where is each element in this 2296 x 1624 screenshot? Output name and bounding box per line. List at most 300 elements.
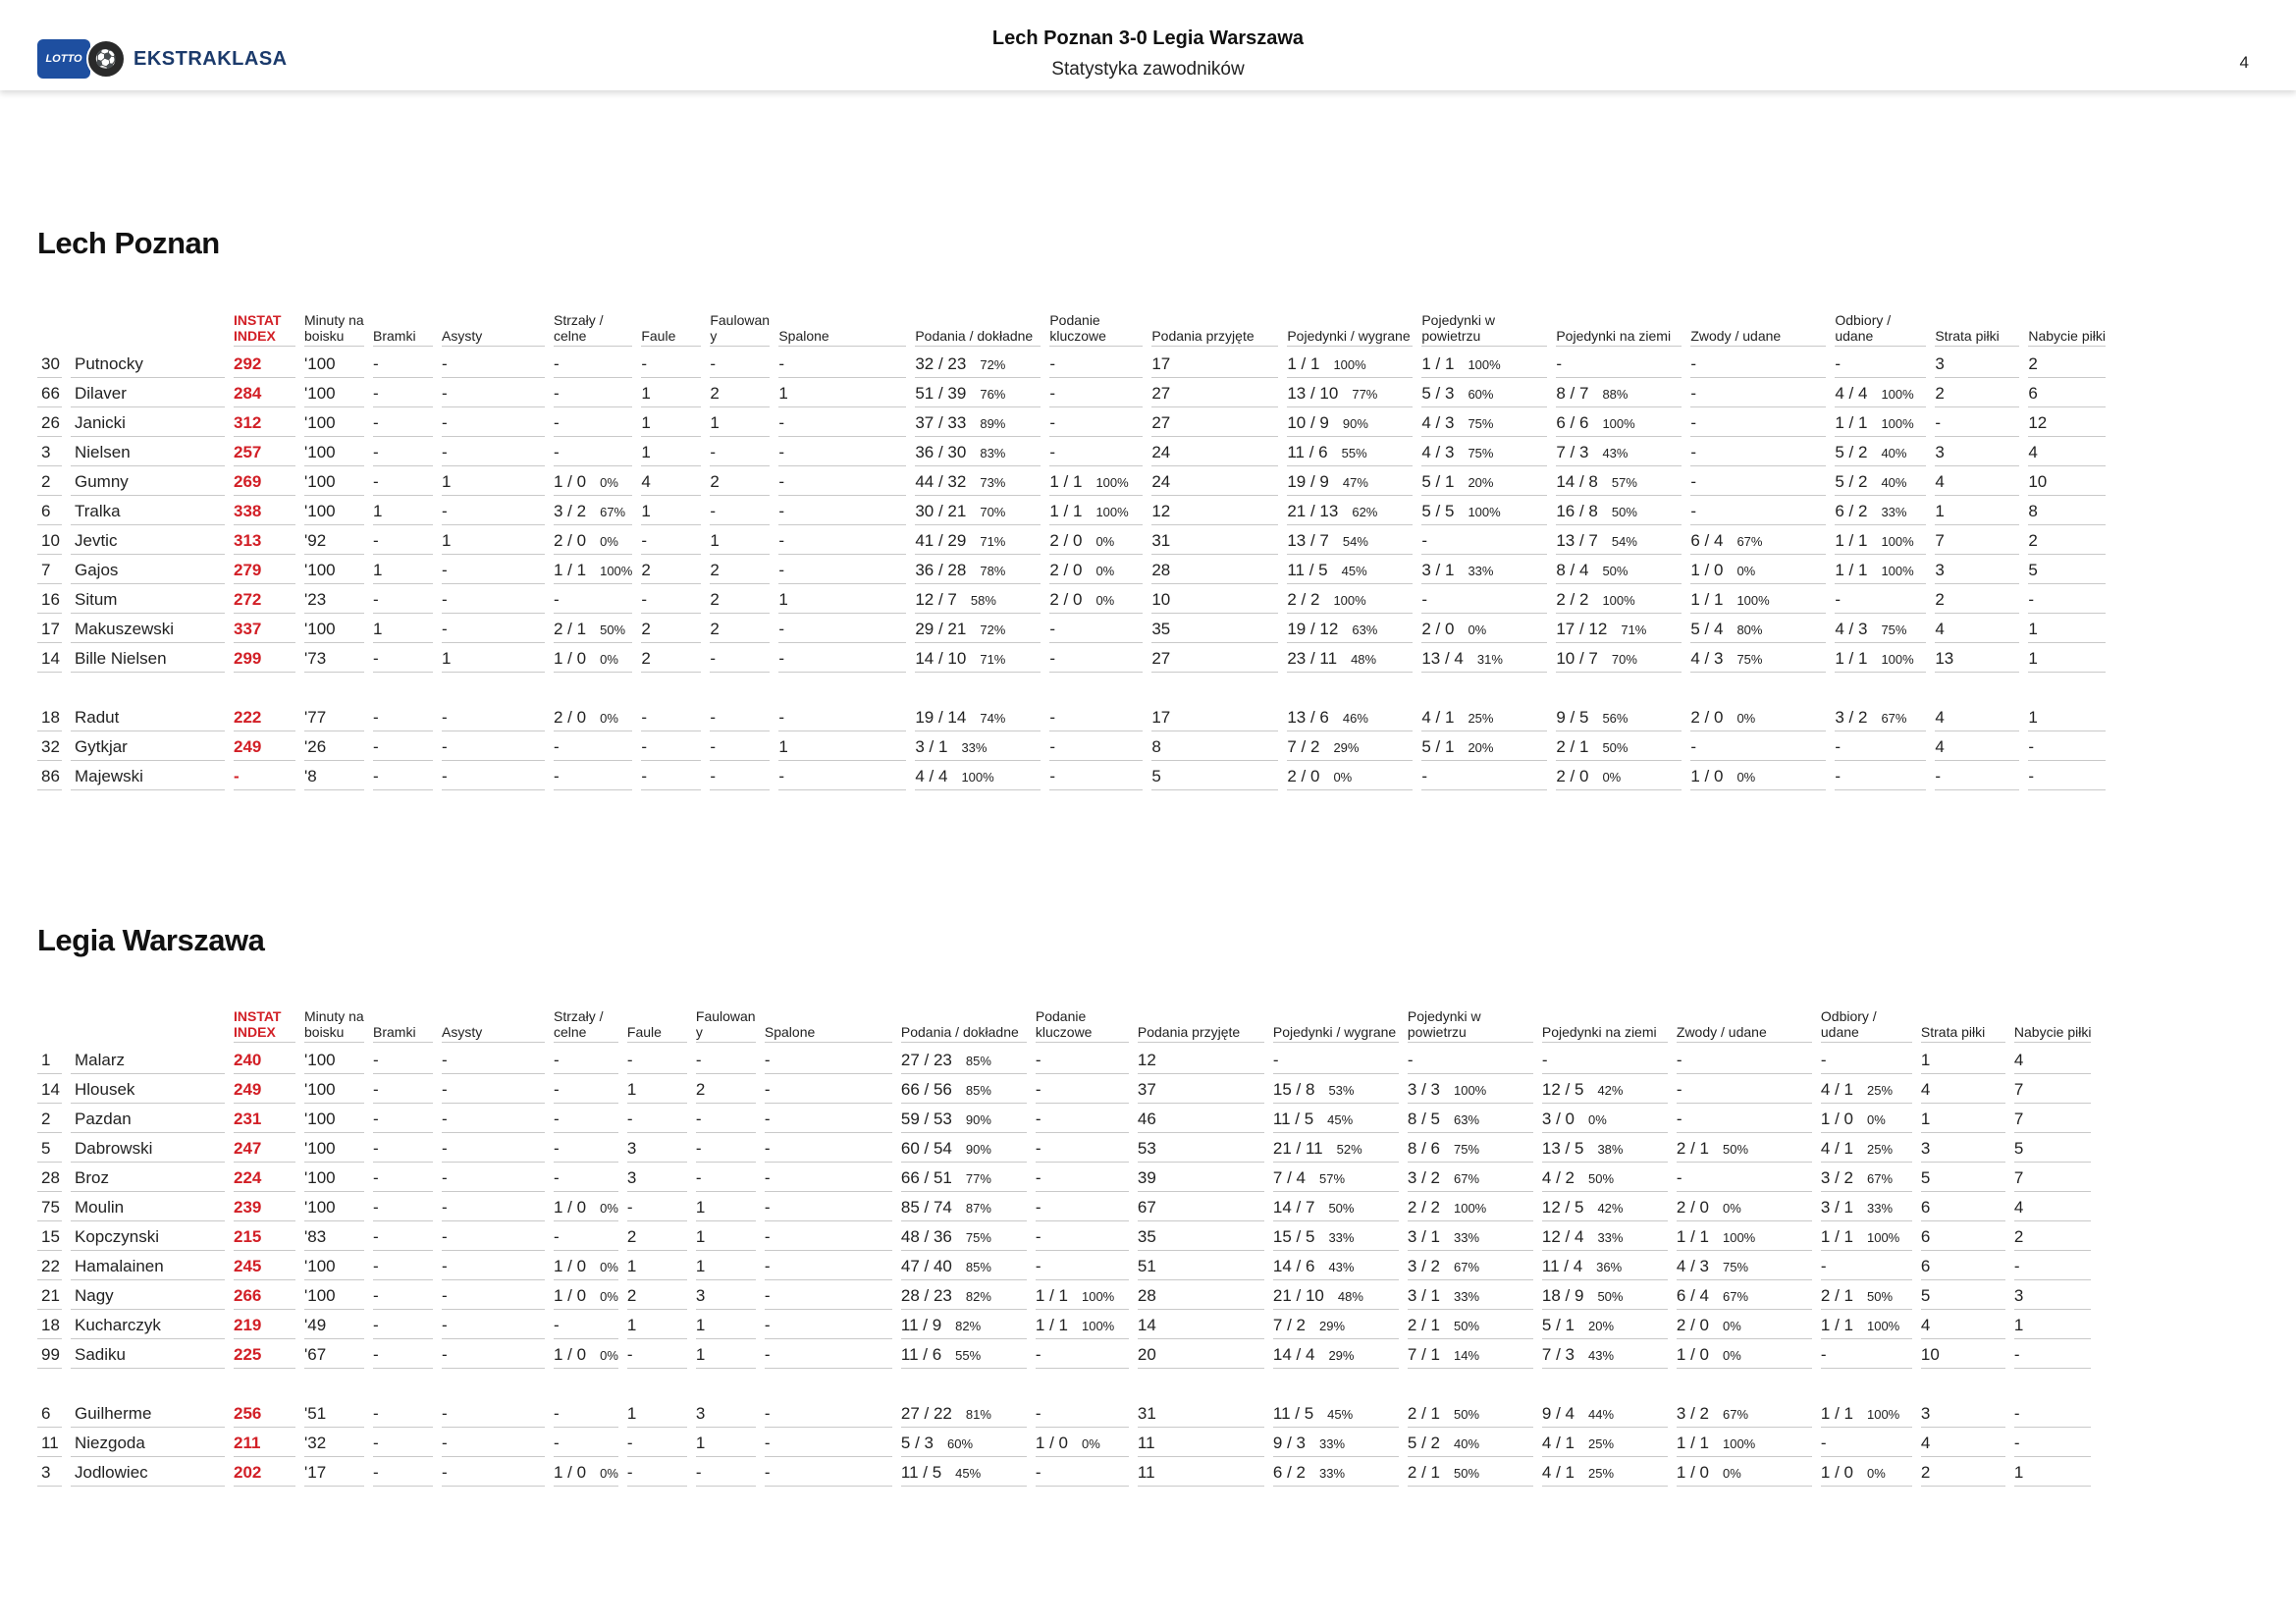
offsides-cell: - xyxy=(765,1163,901,1192)
passes-cell xyxy=(901,1339,1036,1369)
stat-value: 1 / 1 xyxy=(1820,1404,1853,1423)
stat-value: 12 / 5 xyxy=(1541,1198,1584,1217)
player-row xyxy=(37,1133,2100,1163)
stat-value: 2 / 0 xyxy=(1287,767,1320,785)
fouled-cell: 2 xyxy=(710,584,778,614)
passes-cell xyxy=(901,1104,1036,1133)
air-duels-cell xyxy=(1408,1457,1542,1487)
stat-value: 3 / 1 xyxy=(1421,561,1455,579)
stat-value: 10 / 9 xyxy=(1287,413,1329,432)
player-name-cell: Nielsen xyxy=(71,437,234,466)
tackles-cell xyxy=(1835,437,1935,466)
stat-value: 14 / 6 xyxy=(1272,1257,1315,1275)
stat-value: 12 / 4 xyxy=(1541,1227,1584,1246)
duels-cell xyxy=(1273,1280,1408,1310)
dribbles-cell xyxy=(1677,1339,1821,1369)
recovered-cell: - xyxy=(2014,1251,2101,1280)
fouls-cell: - xyxy=(627,1045,696,1074)
key-passes-cell xyxy=(1036,1163,1138,1192)
duels-cell xyxy=(1287,702,1421,731)
recovered-cell: 6 xyxy=(2028,378,2114,407)
goals-cell: - xyxy=(373,643,442,673)
duels-cell xyxy=(1273,1251,1408,1280)
stat-value: - xyxy=(1676,1051,1682,1069)
recovered-cell: 10 xyxy=(2028,466,2114,496)
passes-cell xyxy=(901,1045,1036,1074)
stat-percent: 71% xyxy=(980,652,1006,667)
stat-percent: 0% xyxy=(600,1289,618,1304)
stat-value: 66 / 56 xyxy=(900,1080,952,1099)
recovered-cell: 7 xyxy=(2014,1074,2101,1104)
recovered-cell: 1 xyxy=(2028,643,2114,673)
recovered-cell: - xyxy=(2014,1339,2101,1369)
stat-value: 1 / 1 xyxy=(1835,649,1868,668)
duels-cell xyxy=(1273,1310,1408,1339)
passes-cell xyxy=(915,731,1049,761)
instat-index-cell: 299 xyxy=(234,643,304,673)
stat-value: 2 / 0 xyxy=(1676,1316,1709,1334)
passes-cell xyxy=(915,466,1049,496)
air-duels-cell xyxy=(1421,761,1556,790)
assists-cell: - xyxy=(442,496,554,525)
shirt-number-cell: 7 xyxy=(37,555,71,584)
assists-cell: - xyxy=(442,1280,554,1310)
air-duels-cell xyxy=(1421,584,1556,614)
stat-value: - xyxy=(554,1316,560,1334)
stat-percent: 50% xyxy=(1611,505,1637,519)
air-duels-cell xyxy=(1421,525,1556,555)
dribbles-cell xyxy=(1677,1074,1821,1104)
stat-value: - xyxy=(1690,737,1697,756)
tackles-cell xyxy=(1821,1221,1921,1251)
offsides-cell: - xyxy=(778,702,915,731)
stat-value: 1 / 0 xyxy=(1820,1110,1853,1128)
stat-value: - xyxy=(1272,1051,1279,1069)
air-duels-cell xyxy=(1408,1251,1542,1280)
instat-index-cell: 256 xyxy=(234,1398,304,1428)
stat-value: 28 / 23 xyxy=(900,1286,952,1305)
stat-value: 2 / 0 xyxy=(1049,531,1083,550)
team-title-away: Legia Warszawa xyxy=(37,923,265,957)
player-row xyxy=(37,496,2114,525)
dribbles-cell xyxy=(1690,702,1835,731)
shots-cell xyxy=(554,1074,627,1104)
stat-percent: 0% xyxy=(600,475,618,490)
stat-percent: 100% xyxy=(1453,1201,1487,1216)
minutes-cell: '100 xyxy=(304,378,373,407)
assists-cell: - xyxy=(442,614,554,643)
assists-cell: - xyxy=(442,1104,554,1133)
fouled-cell: 1 xyxy=(696,1251,765,1280)
stat-value: 37 / 33 xyxy=(915,413,967,432)
stat-percent: 50% xyxy=(600,623,626,637)
stat-percent: 0% xyxy=(1736,770,1756,785)
stat-value: 13 / 7 xyxy=(1287,531,1329,550)
stat-value: 2 / 0 xyxy=(1049,590,1083,609)
duels-cell xyxy=(1287,349,1421,378)
key-passes-cell xyxy=(1049,614,1151,643)
duels-cell xyxy=(1273,1045,1408,1074)
fouled-cell: 3 xyxy=(696,1398,765,1428)
stat-percent: 63% xyxy=(1352,623,1378,637)
assists-cell: - xyxy=(442,555,554,584)
air-duels-cell xyxy=(1421,643,1556,673)
player-name-cell: Hlousek xyxy=(71,1074,234,1104)
column-header: Pojedynki na ziemi xyxy=(1556,312,1690,349)
stat-percent: 90% xyxy=(1342,416,1368,431)
received-cell: 5 xyxy=(1151,761,1287,790)
ground-duels-cell xyxy=(1556,378,1690,407)
column-header: Nabycie piłki xyxy=(2014,1008,2101,1045)
stat-value: - xyxy=(1049,620,1056,638)
dribbles-cell xyxy=(1677,1428,1821,1457)
player-name-cell: Guilherme xyxy=(71,1398,234,1428)
air-duels-cell xyxy=(1421,378,1556,407)
stat-value: 11 / 5 xyxy=(1272,1110,1314,1128)
stat-value: 4 / 3 xyxy=(1421,413,1455,432)
lost-cell: 2 xyxy=(1921,1457,2014,1487)
stat-percent: 0% xyxy=(1468,623,1487,637)
instat-index-cell: 292 xyxy=(234,349,304,378)
instat-index-cell: 231 xyxy=(234,1104,304,1133)
shirt-number-cell: 14 xyxy=(37,1074,71,1104)
stat-percent: 0% xyxy=(1095,564,1115,578)
stat-percent: 100% xyxy=(1722,1230,1756,1245)
stat-value: 2 / 1 xyxy=(1820,1286,1853,1305)
dribbles-cell xyxy=(1690,731,1835,761)
stat-value: 13 / 4 xyxy=(1421,649,1464,668)
stat-value: 14 / 10 xyxy=(915,649,967,668)
assists-cell: - xyxy=(442,702,554,731)
key-passes-cell xyxy=(1036,1104,1138,1133)
stat-value: 15 / 5 xyxy=(1272,1227,1315,1246)
stat-value: 85 / 74 xyxy=(900,1198,952,1217)
stat-value: 8 / 5 xyxy=(1407,1110,1440,1128)
goals-cell: - xyxy=(373,1457,442,1487)
stat-percent: 0% xyxy=(1722,1201,1741,1216)
key-passes-cell xyxy=(1049,496,1151,525)
stat-value: 8 / 6 xyxy=(1407,1139,1440,1158)
stat-percent: 0% xyxy=(1866,1466,1886,1481)
stat-value: 13 / 7 xyxy=(1556,531,1598,550)
team-title-home: Lech Poznan xyxy=(37,226,220,260)
stat-value: 23 / 11 xyxy=(1287,649,1338,668)
assists-cell: - xyxy=(442,1310,554,1339)
fouls-cell: 1 xyxy=(627,1074,696,1104)
tackles-cell xyxy=(1821,1280,1921,1310)
stat-percent: 71% xyxy=(1621,623,1647,637)
stat-value: 4 / 1 xyxy=(1541,1463,1575,1482)
recovered-cell: 4 xyxy=(2014,1192,2101,1221)
dribbles-cell xyxy=(1690,466,1835,496)
ball-icon: ⚽ xyxy=(86,39,126,79)
received-cell: 24 xyxy=(1151,437,1287,466)
stat-percent: 33% xyxy=(1328,1230,1355,1245)
stat-percent: 100% xyxy=(1881,652,1914,667)
stat-value: - xyxy=(554,1168,560,1187)
stat-percent: 75% xyxy=(965,1230,991,1245)
player-name-cell: Dabrowski xyxy=(71,1133,234,1163)
fouled-cell: 1 xyxy=(696,1310,765,1339)
column-header: Strzały / celne xyxy=(554,312,641,349)
offsides-cell: - xyxy=(765,1310,901,1339)
dribbles-cell xyxy=(1677,1251,1821,1280)
fouled-cell: 1 xyxy=(696,1339,765,1369)
fouled-cell: 1 xyxy=(696,1221,765,1251)
fouls-cell: 3 xyxy=(627,1133,696,1163)
player-row xyxy=(37,407,2114,437)
number-header xyxy=(37,312,71,349)
received-cell: 28 xyxy=(1151,555,1287,584)
shots-cell xyxy=(554,349,641,378)
player-row xyxy=(37,1310,2100,1339)
passes-cell xyxy=(901,1163,1036,1192)
lost-cell: 2 xyxy=(1935,584,2028,614)
column-header: Pojedynki w powietrzu xyxy=(1408,1008,1542,1045)
duels-cell xyxy=(1287,614,1421,643)
fouls-cell: - xyxy=(641,349,710,378)
stat-percent: 20% xyxy=(1468,740,1494,755)
stat-percent: 67% xyxy=(600,505,626,519)
stat-value: - xyxy=(1690,413,1697,432)
stat-value: 8 / 7 xyxy=(1556,384,1589,403)
stat-percent: 47% xyxy=(1342,475,1368,490)
stat-value: 19 / 12 xyxy=(1287,620,1339,638)
shirt-number-cell: 2 xyxy=(37,1104,71,1133)
stat-percent: 82% xyxy=(965,1289,991,1304)
stat-value: - xyxy=(1690,443,1697,461)
player-name-cell: Jodlowiec xyxy=(71,1457,234,1487)
shots-cell xyxy=(554,378,641,407)
tackles-cell xyxy=(1821,1104,1921,1133)
dribbles-cell xyxy=(1677,1104,1821,1133)
stat-value: 1 / 1 xyxy=(1690,590,1724,609)
stat-value: - xyxy=(1835,354,1842,373)
stat-value: 6 / 2 xyxy=(1835,502,1868,520)
minutes-cell: '100 xyxy=(304,555,373,584)
key-passes-cell xyxy=(1049,761,1151,790)
dribbles-cell xyxy=(1677,1398,1821,1428)
shirt-number-cell: 75 xyxy=(37,1192,71,1221)
lost-cell: 7 xyxy=(1935,525,2028,555)
instat-index-cell: - xyxy=(234,761,304,790)
name-header xyxy=(71,1008,234,1045)
stat-percent: 74% xyxy=(980,711,1006,726)
stat-percent: 0% xyxy=(1722,1466,1741,1481)
stat-value: 36 / 28 xyxy=(915,561,967,579)
away-stats-table xyxy=(37,1008,2100,1487)
stat-value: 41 / 29 xyxy=(915,531,967,550)
lost-cell: - xyxy=(1935,761,2028,790)
stat-percent: 0% xyxy=(600,711,618,726)
stat-percent: 25% xyxy=(1587,1466,1615,1481)
received-cell: 51 xyxy=(1138,1251,1273,1280)
stat-value: 2 / 1 xyxy=(1676,1139,1709,1158)
key-passes-cell xyxy=(1049,407,1151,437)
key-passes-cell xyxy=(1049,555,1151,584)
stat-value: 1 / 1 xyxy=(1035,1286,1068,1305)
stat-percent: 33% xyxy=(1468,564,1494,578)
stat-value: 4 / 3 xyxy=(1690,649,1724,668)
air-duels-cell xyxy=(1421,407,1556,437)
recovered-cell: 1 xyxy=(2028,614,2114,643)
assists-cell: - xyxy=(442,1339,554,1369)
stat-percent: 100% xyxy=(1095,505,1129,519)
column-header: Asysty xyxy=(442,1008,554,1045)
stat-percent: 70% xyxy=(1611,652,1637,667)
assists-cell: - xyxy=(442,761,554,790)
stat-value: 3 / 1 xyxy=(1820,1198,1853,1217)
player-row xyxy=(37,761,2114,790)
goals-cell: - xyxy=(373,1398,442,1428)
ground-duels-cell xyxy=(1556,643,1690,673)
stat-percent: 0% xyxy=(1722,1348,1741,1363)
duels-cell xyxy=(1273,1398,1408,1428)
stat-percent: 42% xyxy=(1597,1201,1624,1216)
passes-cell xyxy=(915,702,1049,731)
assists-cell: 1 xyxy=(442,525,554,555)
stat-value: 66 / 51 xyxy=(900,1168,952,1187)
stat-value: 2 / 2 xyxy=(1287,590,1320,609)
stat-value: 9 / 4 xyxy=(1541,1404,1575,1423)
goals-cell: - xyxy=(373,1192,442,1221)
substitutes-spacer xyxy=(37,1369,2100,1398)
goals-cell: - xyxy=(373,1280,442,1310)
player-row xyxy=(37,437,2114,466)
stat-value: 12 / 7 xyxy=(915,590,957,609)
duels-cell xyxy=(1287,466,1421,496)
player-name-cell: Situm xyxy=(71,584,234,614)
stat-value: 11 / 6 xyxy=(900,1345,942,1364)
goals-cell: - xyxy=(373,1163,442,1192)
stat-value: 7 / 2 xyxy=(1272,1316,1306,1334)
stat-percent: 100% xyxy=(961,770,994,785)
instat-index-cell: 338 xyxy=(234,496,304,525)
recovered-cell: 3 xyxy=(2014,1280,2101,1310)
fouled-cell: - xyxy=(696,1104,765,1133)
stat-value: - xyxy=(1820,1051,1827,1069)
stat-percent: 75% xyxy=(1881,623,1907,637)
stat-percent: 100% xyxy=(1866,1319,1900,1333)
stat-value: - xyxy=(554,1434,560,1452)
offsides-cell: - xyxy=(778,761,915,790)
recovered-cell: 8 xyxy=(2028,496,2114,525)
shirt-number-cell: 14 xyxy=(37,643,71,673)
player-row xyxy=(37,555,2114,584)
tackles-cell xyxy=(1835,761,1935,790)
player-row xyxy=(37,1104,2100,1133)
duels-cell xyxy=(1287,643,1421,673)
stat-percent: 0% xyxy=(600,1466,618,1481)
stat-percent: 76% xyxy=(980,387,1006,402)
stat-value: 5 / 5 xyxy=(1421,502,1455,520)
stat-value: - xyxy=(1820,1434,1827,1452)
goals-cell: - xyxy=(373,1428,442,1457)
stat-percent: 77% xyxy=(1352,387,1378,402)
minutes-cell: '100 xyxy=(304,1192,373,1221)
minutes-cell: '49 xyxy=(304,1310,373,1339)
stat-percent: 33% xyxy=(1453,1230,1480,1245)
ground-duels-cell xyxy=(1542,1398,1677,1428)
received-cell: 31 xyxy=(1138,1398,1273,1428)
minutes-cell: '100 xyxy=(304,1133,373,1163)
instat-index-cell: 249 xyxy=(234,1074,304,1104)
stat-value: 11 / 5 xyxy=(1287,561,1328,579)
fouls-cell: 4 xyxy=(641,466,710,496)
duels-cell xyxy=(1273,1133,1408,1163)
passes-cell xyxy=(915,761,1049,790)
key-passes-cell xyxy=(1036,1310,1138,1339)
ground-duels-cell xyxy=(1556,584,1690,614)
goals-cell: 1 xyxy=(373,555,442,584)
air-duels-cell xyxy=(1408,1074,1542,1104)
key-passes-cell xyxy=(1036,1398,1138,1428)
lost-cell: 4 xyxy=(1935,731,2028,761)
stat-value: - xyxy=(554,1051,560,1069)
tackles-cell xyxy=(1835,525,1935,555)
shirt-number-cell: 99 xyxy=(37,1339,71,1369)
stat-percent: 0% xyxy=(1736,711,1756,726)
air-duels-cell xyxy=(1408,1163,1542,1192)
stat-percent: 100% xyxy=(1866,1407,1900,1422)
shots-cell xyxy=(554,466,641,496)
stat-percent: 14% xyxy=(1453,1348,1480,1363)
stat-percent: 33% xyxy=(1866,1201,1894,1216)
stat-value: 4 / 4 xyxy=(915,767,948,785)
stat-value: 2 / 0 xyxy=(1049,561,1083,579)
assists-cell: - xyxy=(442,1457,554,1487)
stat-percent: 100% xyxy=(1602,416,1635,431)
stat-value: 8 / 4 xyxy=(1556,561,1589,579)
dribbles-cell xyxy=(1677,1133,1821,1163)
stat-value: 1 / 0 xyxy=(1820,1463,1853,1482)
recovered-cell: 1 xyxy=(2014,1310,2101,1339)
column-header: Bramki xyxy=(373,312,442,349)
instat-index-cell: 249 xyxy=(234,731,304,761)
shirt-number-cell: 11 xyxy=(37,1428,71,1457)
stat-percent: 85% xyxy=(965,1083,991,1098)
stat-value: - xyxy=(1035,1168,1041,1187)
goals-cell: - xyxy=(373,1339,442,1369)
key-passes-cell xyxy=(1049,378,1151,407)
stat-percent: 75% xyxy=(1453,1142,1480,1157)
tackles-cell xyxy=(1835,584,1935,614)
assists-cell: - xyxy=(442,731,554,761)
air-duels-cell xyxy=(1408,1104,1542,1133)
passes-cell xyxy=(915,407,1049,437)
stat-value: - xyxy=(1049,737,1056,756)
minutes-cell: '77 xyxy=(304,702,373,731)
player-name-cell: Gumny xyxy=(71,466,234,496)
received-cell: 28 xyxy=(1138,1280,1273,1310)
passes-cell xyxy=(915,378,1049,407)
tackles-cell xyxy=(1821,1310,1921,1339)
instat-index-cell: 257 xyxy=(234,437,304,466)
dribbles-cell xyxy=(1677,1221,1821,1251)
stat-value: 48 / 36 xyxy=(900,1227,952,1246)
duels-cell xyxy=(1273,1192,1408,1221)
stat-value: - xyxy=(1049,384,1056,403)
stat-percent: 62% xyxy=(1352,505,1378,519)
stat-percent: 55% xyxy=(1341,446,1367,460)
received-cell: 8 xyxy=(1151,731,1287,761)
minutes-cell: '67 xyxy=(304,1339,373,1369)
stat-value: - xyxy=(1035,1345,1041,1364)
minutes-cell: '51 xyxy=(304,1398,373,1428)
stat-value: 1 / 1 xyxy=(1421,354,1455,373)
dribbles-cell xyxy=(1690,496,1835,525)
received-cell: 27 xyxy=(1151,643,1287,673)
